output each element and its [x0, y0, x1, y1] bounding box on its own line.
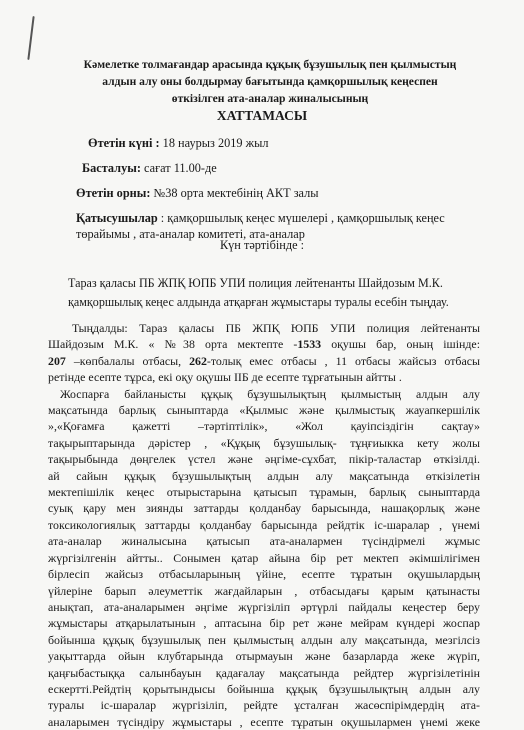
participants-value: : қамқоршылық кеңес мүшелері , қамқоршылық кеңес	[157, 211, 445, 225]
body-line: тақырыбында дөңгелек үстел және әңгіме-сұхбат, пікір-таластар өткізілді.	[48, 452, 480, 467]
body-line: анықтап, ата-аналарымен әңгіме жүргізіліп әртүрлі пайдалы кеңестер беру	[48, 599, 480, 614]
incomplete-family-count: 262	[189, 353, 207, 368]
body-line: токсикологиялық заттарды қолданбау барысында рейдтік іс-шаралар , үнемі	[48, 517, 480, 532]
date-field	[88, 136, 269, 151]
body-line: үйлеріне барып әлеуметтік жағдайларын , отбасыдағы қарым қатынасты	[48, 583, 480, 598]
handwritten-margin-mark	[27, 16, 34, 60]
large-family-count: 207	[48, 353, 66, 368]
body-line: Жоспарға байланысты құқық бұзушылықтың қылмыстың алдын алу	[60, 386, 480, 401]
body-line: бойынша құқық бұзушылық пен қылмыстың алдын алу мақсатында, мезгілсіз	[48, 632, 480, 647]
participants-field	[76, 211, 445, 226]
body-line	[48, 353, 480, 369]
body-fragment: Шайдозым М.К. « №38 орта мектепте -	[48, 337, 298, 352]
date-label: Өтетін күні :	[88, 136, 160, 150]
place-label: Өтетін орны:	[76, 186, 151, 200]
body-line: уақыттарда ойын клубтарында отырмауын және базарларда жеке жүріп,	[48, 649, 480, 664]
body-fragment: оқушы бар, оның ішінде:	[321, 337, 480, 352]
body-line: суық қару мен зиянды заттарды қолданбау барысында, нашақорлық және	[48, 501, 480, 516]
body-line: мектепішілік кеңес отырыстарына қатысып тұрамын, барлық сыныптарда	[48, 485, 480, 500]
date-value: 18 наурыз 2019 жыл	[159, 136, 269, 150]
agenda-title: Күн тәртібінде :	[219, 238, 305, 252]
participants-label: Қатысушылар	[76, 211, 158, 225]
start-label: Басталуы:	[82, 161, 141, 175]
start-value: сағат 11.00-де	[140, 161, 217, 175]
start-field	[82, 161, 217, 176]
title-line-2: алдын алу оны болдырмау бағытында қамқоршылық кеңеспен	[102, 75, 438, 88]
body-line: ескертті.Рейдтің қорытындысы бойынша құқық бұзушылықтың алдын алу	[48, 681, 480, 696]
title-line-3: өткізілген ата-аналар жиналысының	[171, 92, 369, 105]
place-field	[76, 186, 319, 201]
body-line: ретінде есепте тұрса, екі оқу оқушы ІІБ де есепте тұрғатынын айтты .	[48, 370, 402, 385]
body-line: жұмыстары атқарылатынын , аптасына бір рет және мейрам күндері жоспар	[48, 616, 480, 631]
agenda-text	[68, 274, 478, 312]
body-line: бірлесіп жайсыз отбасыларының үйіне, есепте тұратын оқушылардың	[48, 567, 480, 582]
document-title	[60, 56, 480, 107]
body-line: туралы іс-шаралар жүргізіліп, рейдте ұсталған жасөспірімдердің ата-	[48, 698, 480, 713]
student-count: 1533	[297, 337, 322, 352]
body-line: ай сайын құқық бұзушылықтың алдын алу мақсатында өткізілетін	[48, 468, 480, 483]
body-line: Тыңдалды: Тараз қаласы ПБ ЖПҚ ЮПБ УПИ полиция лейтенанты	[72, 321, 480, 335]
body-line: »,«Қоғамға қажетті –тәртіптілік», «Жол қауіпсіздігін сақтау»	[48, 419, 480, 434]
body-fragment: –көпбалалы отбасы,	[65, 353, 190, 368]
agenda-line-2: қамқоршылық кеңес алдында атқарған жұмыстары туралы есебін тыңдау.	[68, 295, 449, 309]
body-line: жүргізілгенін айтты.. Сонымен қатар айына бір рет мектеп әкімшілігімен	[48, 550, 480, 565]
document-heading: ХАТТАМАСЫ	[216, 108, 308, 123]
body-line: мақсатында барлық сыныптарда «Қылмыс және қылмыстық жауапкершілік	[48, 403, 480, 418]
body-line	[48, 336, 480, 352]
agenda-line-1: Тараз қаласы ПБ ЖПҚ ЮПБ УПИ полиция лейтенанты Шайдозым М.К.	[68, 276, 443, 290]
title-line-1: Кәмелетке толмағандар арасында құқық бұзушылық пен қылмыстың	[83, 58, 457, 71]
place-value: №38 орта мектебінің АКТ залы	[150, 186, 319, 200]
minutes-body	[48, 320, 480, 730]
body-line: ата-аналар жиналысына қатысып ата-аналармен түсіндірмелі жұмыс	[48, 534, 480, 549]
participants-continued: төрайымы , ата-аналар комитеті, ата-аналар	[76, 227, 305, 241]
body-line: аналарымен түсіндіру жұмыстары , есепте тұратын оқушылармен үнемі жеке	[48, 714, 480, 729]
body-line: тақырыптарында дәрістер , «Құқық бұзушылық- тұңғиыкка кету жолы	[48, 435, 480, 450]
body-fragment: -толық емес отбасы , 11 отбасы жайсыз отбасы	[206, 353, 480, 368]
body-line: қаңғыбастыққа салынбауын қадағалау мақсатында рейдтер жүргізілетінін	[48, 665, 480, 680]
